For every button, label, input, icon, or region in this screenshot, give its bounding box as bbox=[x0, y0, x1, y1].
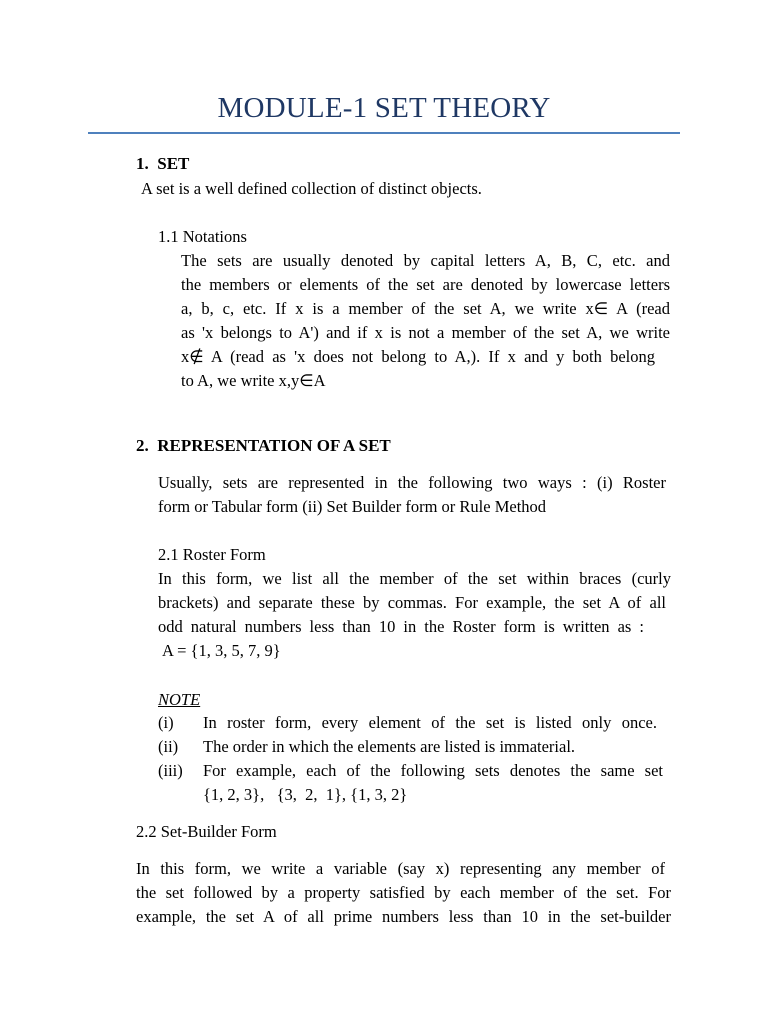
notations-paragraph bbox=[181, 249, 670, 393]
notations-line: as 'x belongs to A') and if x is not a member of the set A, we write bbox=[181, 323, 670, 342]
roster-paragraph bbox=[158, 567, 671, 639]
notations-line: to A, we write x,y∈A bbox=[181, 371, 326, 390]
roster-line: In this form, we list all the member of the set within braces (curly bbox=[158, 569, 671, 588]
note-item-num: (iii) bbox=[158, 761, 183, 780]
roster-example: A = {1, 3, 5, 7, 9} bbox=[162, 641, 281, 660]
note-item-text: In roster form, every element of the set is listed only once. bbox=[203, 713, 657, 732]
builder-line: example, the set A of all prime numbers less than 10 in the set-builder bbox=[136, 907, 671, 926]
section-1-heading: 1. SET bbox=[136, 154, 190, 173]
roster-heading: 2.1 Roster Form bbox=[158, 545, 266, 564]
roster-line: odd natural numbers less than 10 in the Roster form is written as : bbox=[158, 617, 644, 636]
title: MODULE-1 SET THEORY bbox=[217, 92, 551, 124]
builder-line: the set followed by a property satisfied by each member of the set. For bbox=[136, 883, 671, 902]
title-rule bbox=[88, 132, 680, 134]
note-item-num: (ii) bbox=[158, 737, 179, 756]
builder-heading: 2.2 Set-Builder Form bbox=[136, 822, 277, 841]
intro-line: form or Tabular form (ii) Set Builder form or Rule Method bbox=[158, 497, 547, 516]
representation-intro bbox=[158, 471, 666, 519]
notations-line: a, b, c, etc. If x is a member of the set A, we write x∈ A (read bbox=[181, 299, 670, 318]
set-definition: A set is a well defined collection of distinct objects. bbox=[141, 179, 482, 198]
note-item-text: The order in which the elements are listed is immaterial. bbox=[203, 737, 576, 756]
notations-line: x∉ A (read as 'x does not belong to A,). If x and y both belong bbox=[181, 347, 655, 366]
section-2-heading: 2. REPRESENTATION OF A SET bbox=[136, 436, 391, 455]
note-item-text: For example, each of the following sets denotes the same set bbox=[203, 761, 663, 780]
note-sets-example: {1, 2, 3}, {3, 2, 1}, {1, 3, 2} bbox=[203, 785, 408, 804]
note-label: NOTE bbox=[158, 690, 201, 709]
notations-heading: 1.1 Notations bbox=[158, 227, 247, 246]
roster-line: brackets) and separate these by commas. For example, the set A of all bbox=[158, 593, 666, 612]
notations-line: The sets are usually denoted by capital letters A, B, C, etc. and bbox=[181, 251, 670, 270]
note-item-num: (i) bbox=[158, 713, 174, 732]
builder-line: In this form, we write a variable (say x) representing any member of bbox=[136, 859, 665, 878]
intro-line: Usually, sets are represented in the following two ways : (i) Roster bbox=[158, 473, 666, 492]
builder-paragraph bbox=[136, 857, 671, 929]
notations-line: the members or elements of the set are denoted by lowercase letters bbox=[181, 275, 670, 294]
